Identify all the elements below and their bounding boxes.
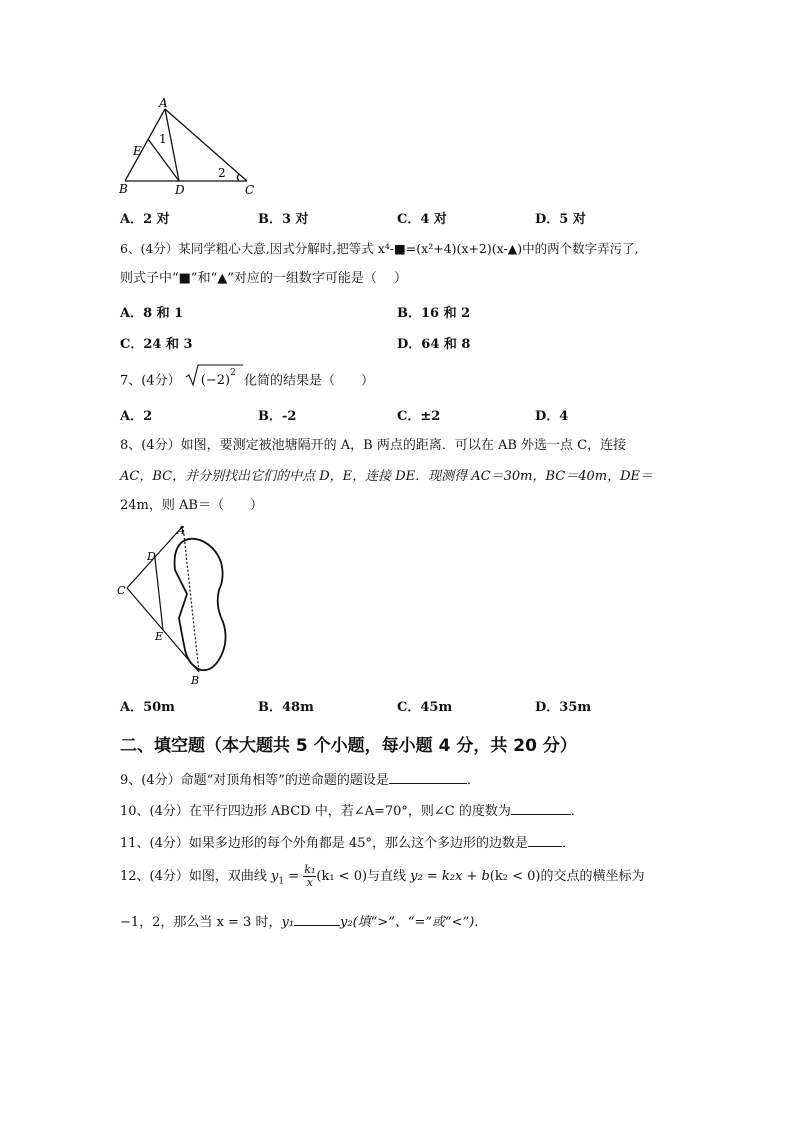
- q8-line3: 24m，则 AB＝（ ）: [120, 498, 263, 513]
- q7-option-d: D．4: [535, 409, 569, 424]
- q10-answer-blank[interactable]: [511, 801, 571, 815]
- q9-line: [120, 770, 480, 790]
- q11-end: ．: [562, 836, 576, 851]
- q11-text: 11、(4分）如果多边形的每个外角都是 45°，那么这个多边形的边数是: [120, 836, 529, 851]
- q7-prefix: 7、(4分）: [120, 373, 181, 389]
- q12-eq: =: [284, 869, 304, 884]
- q8-option-d: D．35m: [535, 700, 592, 715]
- q8-option-a: A．50m: [120, 700, 175, 715]
- q12-sub1: 1: [278, 876, 285, 887]
- q6-option-d: D．64 和 8: [397, 337, 471, 352]
- q7-option-c: C．±2: [397, 409, 441, 424]
- q7-exponent: 2: [230, 368, 236, 378]
- label-E: E: [133, 144, 142, 158]
- q9-answer-blank[interactable]: [389, 770, 467, 784]
- triangle-figure-q5: [115, 95, 260, 200]
- q12-cond1: (k₁ < 0)与直线: [316, 869, 411, 884]
- q10-text: 10、(4分）在平行四边形 ABCD 中，若∠A=70°，则∠C 的度数为: [120, 804, 511, 819]
- q5-option-c: C．4 对: [397, 212, 447, 227]
- label-C: C: [245, 183, 255, 197]
- q12-y1b: y₁: [281, 915, 295, 930]
- q12-part1: 12、(4分）如图，双曲线: [120, 869, 272, 884]
- q10-end: ．: [570, 804, 584, 819]
- q7-option-b: B．-2: [258, 409, 297, 424]
- q11-answer-blank[interactable]: [528, 833, 562, 847]
- sqrt-expression: [185, 368, 236, 390]
- q5-option-b: B．3 对: [258, 212, 309, 227]
- section-title: 二、填空题（本大题共 5 个小题，每小题 4 分，共 20 分）: [120, 736, 577, 756]
- label-E: E: [155, 630, 164, 643]
- q12-line1: [120, 864, 644, 895]
- q9-end: ．: [466, 773, 480, 788]
- q12-line2a: −1，2，那么当 x = 3 时，: [120, 915, 282, 930]
- label-angle1: 1: [159, 132, 167, 146]
- label-A: A: [177, 524, 185, 537]
- q6-option-b: B．16 和 2: [397, 306, 471, 321]
- label-D: D: [147, 550, 156, 563]
- q7-suffix: 化简的结果是（ ）: [243, 373, 374, 389]
- q11-line: [120, 833, 575, 853]
- q6-line1: 6、(4分）某同学粗心大意,因式分解时,把等式 x⁴-■=(x²+4)(x+2)(x-▲)中的两个数字弄污了,: [120, 241, 639, 256]
- q5-option-a: A．2 对: [120, 212, 170, 227]
- q12-frac-den: x: [306, 876, 313, 889]
- q6-line2: 则式子中“■”和“▲”对应的一组数字可能是（ ）: [120, 271, 407, 286]
- q6-option-c: C．24 和 3: [120, 337, 193, 352]
- q10-line: [120, 801, 584, 821]
- label-B: B: [191, 674, 200, 687]
- q12-answer-blank[interactable]: [294, 912, 340, 926]
- q12-line2: [120, 912, 487, 932]
- q5-option-d: D．5 对: [535, 212, 586, 227]
- label-B: B: [119, 182, 128, 196]
- q12-cond2: (k₂ < 0)的交点的横坐标为: [489, 869, 645, 884]
- q6-option-a: A．8 和 1: [120, 306, 184, 321]
- q12-frac-num: k₁: [304, 863, 316, 876]
- q8-line2: AC，BC，并分别找出它们的中点 D，E，连接 DE．现测得 AC＝30m，BC＝40m，DE＝: [120, 469, 654, 484]
- q12-fraction: [303, 864, 316, 889]
- label-D: D: [175, 183, 185, 197]
- q8-option-c: C．45m: [397, 700, 453, 715]
- q9-text: 9、(4分）命题“对顶角相等”的逆命题的题设是: [120, 773, 389, 788]
- q7-radicand: (−2): [200, 373, 231, 389]
- q8-option-b: B．48m: [258, 700, 314, 715]
- q12-y2: y₂ = k₂x + b: [410, 869, 490, 884]
- pond-figure-q8: [115, 522, 235, 687]
- q7-line: [120, 368, 374, 390]
- q12-y1: y: [271, 869, 279, 884]
- q8-line1: 8、(4分）如图，要测定被池塘隔开的 A，B 两点的距离．可以在 AB 外选一点 C，连接: [120, 438, 627, 453]
- label-C: C: [117, 584, 126, 597]
- q7-option-a: A．2: [120, 409, 153, 424]
- q12-y2b: y₂(填“>”、“=”或“<”)．: [340, 915, 488, 930]
- label-A: A: [159, 96, 168, 110]
- label-angle2: 2: [218, 166, 226, 180]
